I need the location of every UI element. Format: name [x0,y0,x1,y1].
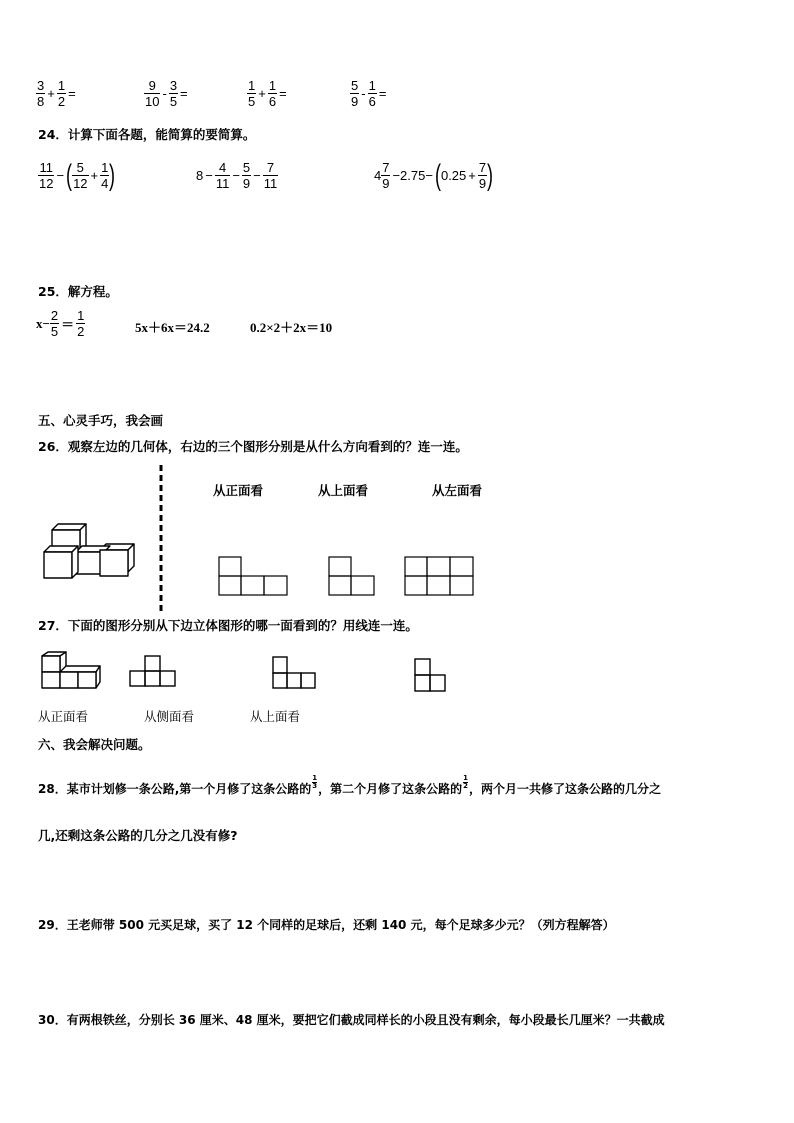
q26-divider [158,465,164,615]
q25-equation-2: 5x＋6x＝24.2 [135,320,210,335]
q27-label-side: 从侧面看 [144,709,195,724]
q26-view-front [218,556,290,598]
fraction: $\frac{1}{2}$ [463,774,469,790]
q26-view-top [328,556,378,598]
q25-equation-1: x− $\frac{2}{5}$ ＝ $\frac{1}{2}$ [36,308,85,339]
q30-text: 30．有两根铁丝，分别长 36 厘米、48 厘米，要把它们截成同样长的小段且没有剩余，每小段最长几厘米？一共截成 [38,1013,665,1027]
q26-label-top: 从上面看 [318,483,369,498]
q26-solid-figure [40,520,144,582]
q27-view-3 [414,658,448,694]
q26-label-left: 从左面看 [432,483,483,498]
q24-expr-3: 4 $\frac{7}{9}$ −2.75− ( 0.25 + $\frac{7}{9}$ ) [374,158,494,192]
q25-equation-3: 0.2×2＋2x＝10 [250,320,333,335]
q24-expr-2: 8 − $\frac{4}{11}$ − $\frac{5}{9}$ − $\frac{7}{11}$ [196,160,278,191]
fraction-expr-3: $\frac{1}{5}$ + $\frac{1}{6}$ = [248,78,287,109]
q28-line-1: 28．某市计划修一条公路,第一个月修了这条公路的 $\frac{1}{3}$ ，第二个月修了这条公路的 $\frac{1}{2}$ ，两个月一共修了这条公路的几分之 [38,774,662,796]
fraction: $\frac{1}{6}$ [268,78,277,109]
fraction: $\frac{1}{6}$ [368,78,376,109]
fraction: $\frac{3}{8}$ [37,78,45,109]
q29-text: 29．王老师带 500 元买足球，买了 12 个同样的足球后，还剩 140 元，每个足球多少元？（列方程解答） [38,918,615,932]
q27-view-1 [129,655,179,689]
q27-solid-figure [40,650,102,690]
fraction: $\frac{1}{2}$ [57,78,66,109]
q28-line-2: 几,还剩这条公路的几分之几没有修? [38,828,238,843]
q24-title: 24．计算下面各题，能简算的要简算。 [38,127,256,142]
fraction-expr-2: $\frac{9}{10}$ - $\frac{3}{5}$ = [145,78,188,109]
q26-title: 26．观察左边的几何体，右边的三个图形分别是从什么方向看到的？连一连。 [38,439,468,454]
q27-view-2 [272,656,316,690]
fraction-expr-4: $\frac{5}{9}$ - $\frac{1}{6}$ = [351,78,387,109]
fraction: $\frac{5}{9}$ [351,78,359,109]
q27-label-top: 从上面看 [250,709,301,724]
q27-title: 27．下面的图形分别从下边立体图形的哪一面看到的？用线连一连。 [38,618,418,633]
q26-view-left [404,556,476,598]
fraction: $\frac{1}{3}$ [312,774,318,790]
section-5-heading: 五、心灵手巧，我会画 [38,413,164,428]
fraction-expr-1: $\frac{3}{8}$ + $\frac{1}{2}$ = [37,78,76,109]
q26-label-front: 从正面看 [213,483,264,498]
fraction: $\frac{9}{10}$ [145,78,160,109]
fraction: $\frac{3}{5}$ [169,78,178,109]
q25-title: 25．解方程。 [38,284,118,299]
section-6-heading: 六、我会解决问题。 [38,737,151,752]
q24-expr-1: $\frac{11}{12}$ − ( $\frac{5}{12}$ + $\frac{1}{4}$ ) [39,158,116,192]
q27-label-front: 从正面看 [38,709,89,724]
fraction: $\frac{1}{5}$ [248,78,256,109]
